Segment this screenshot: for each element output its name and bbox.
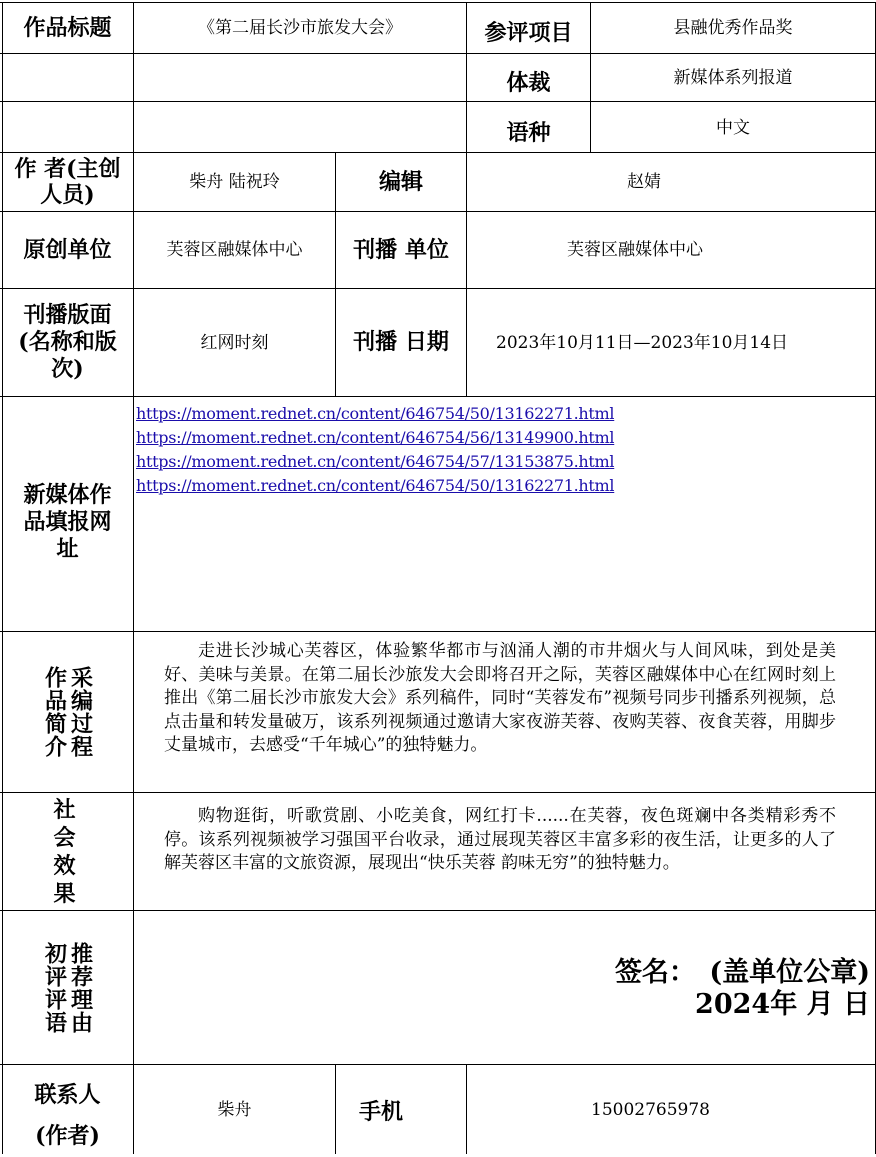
url-link-4[interactable]: https://moment.rednet.cn/content/646754/50/13162271.html — [136, 476, 615, 495]
url-link-1[interactable]: https://moment.rednet.cn/content/646754/50/13162271.html — [136, 404, 615, 423]
signature-line: 签名： (盖单位公章) — [614, 957, 870, 988]
value-author: 柴舟 陆祝玲 — [189, 172, 280, 192]
label-summary-col2 — [56, 632, 104, 792]
label-work-title: 作品标题 — [23, 14, 112, 41]
label-author-line1: 作 者(主创 — [14, 156, 121, 182]
label-summary-col2-text: 采编过程 — [67, 666, 94, 758]
label-effect-line1: 社 — [53, 796, 76, 823]
value-award-category: 县融优秀作品奖 — [673, 18, 793, 38]
label-effect — [2, 793, 133, 910]
value-genre: 新媒体系列报道 — [673, 67, 793, 88]
label-edition — [2, 289, 133, 396]
label-origin-unit: 原创单位 — [23, 236, 112, 263]
label-urls-line3: 址 — [56, 535, 79, 562]
label-urls — [2, 397, 133, 631]
label-award-category: 参评项目 — [484, 19, 573, 46]
summary-text: 走进长沙城心芙蓉区，体验繁华都市与汹涌人潮的市井烟火与人间风味，到处是美好、美味与美景。在第二届长沙旅发大会即将召开之际，芙蓉区融媒体中心在红网时刻上推出《第二届长沙市旅发大会》系列稿件，同时“芙蓉发布”视频号同步刊播系列视频，总点击量和转发量破万，该系列视频通过邀请大家夜游芙蓉、夜购芙蓉、夜食芙蓉，用脚步丈量城市，去感受“千年城心”的独特魅力。 — [164, 641, 836, 755]
label-edition-line3: 次) — [51, 356, 84, 382]
value-origin-unit: 芙蓉区融媒体中心 — [166, 240, 303, 260]
label-language: 语种 — [506, 119, 551, 146]
label-effect-line4: 果 — [53, 880, 76, 907]
label-edition-line1: 刊播版面 — [23, 302, 112, 328]
label-author-line2: 人员) — [40, 182, 95, 208]
label-summary-col1-text: 作品简介 — [41, 666, 68, 758]
label-review-col1-text: 初评评语 — [41, 941, 68, 1034]
value-phone: 15002765978 — [591, 1099, 710, 1120]
value-publish-unit: 芙蓉区融媒体中心 — [567, 240, 703, 260]
url-list — [136, 402, 856, 498]
value-contact: 柴舟 — [217, 1099, 252, 1120]
effect-text: 购物逛街，听歌赏剧、小吃美食，网红打卡......在芙蓉，夜色斑斓中各类精彩秀不停。该系列视频被学习强国平台收录，通过展现芙蓉区丰富多彩的夜生活，让更多的人了解芙蓉区丰富的文旅资源，展现出“快乐芙蓉 韵味无穷”的独特魅力。 — [164, 806, 836, 873]
label-publish-unit: 刊播 单位 — [353, 236, 449, 263]
signature-date: 2024年 月 日 — [695, 989, 870, 1020]
value-editor: 赵婧 — [627, 172, 661, 192]
label-review-col2 — [56, 911, 104, 1064]
label-contact — [2, 1075, 133, 1154]
label-urls-line2: 品填报网 — [23, 508, 112, 535]
label-author — [2, 153, 133, 211]
value-work-title: 《第二届长沙市旅发大会》 — [198, 18, 402, 38]
label-editor: 编辑 — [378, 168, 423, 195]
url-link-3[interactable]: https://moment.rednet.cn/content/646754/57/13153875.html — [136, 452, 615, 471]
label-contact-line2: (作者) — [35, 1123, 100, 1149]
table-border — [0, 910, 876, 911]
value-edition: 红网时刻 — [200, 332, 269, 353]
label-contact-line1: 联系人 — [34, 1082, 101, 1108]
value-publish-date: 2023年10月11日—2023年10月14日 — [496, 332, 789, 353]
label-publish-date: 刊播 日期 — [353, 329, 449, 355]
value-language: 中文 — [716, 118, 750, 138]
label-effect-line3: 效 — [53, 852, 76, 879]
label-edition-line2: (名称和版 — [18, 329, 117, 355]
label-effect-line2: 会 — [53, 824, 76, 851]
url-link-2[interactable]: https://moment.rednet.cn/content/646754/56/13149900.html — [136, 428, 615, 447]
label-review-col2-text: 推荐理由 — [67, 941, 94, 1034]
label-urls-line1: 新媒体作 — [23, 481, 112, 508]
table-border — [0, 631, 876, 632]
label-genre: 体裁 — [506, 69, 551, 96]
label-phone: 手机 — [358, 1098, 403, 1125]
